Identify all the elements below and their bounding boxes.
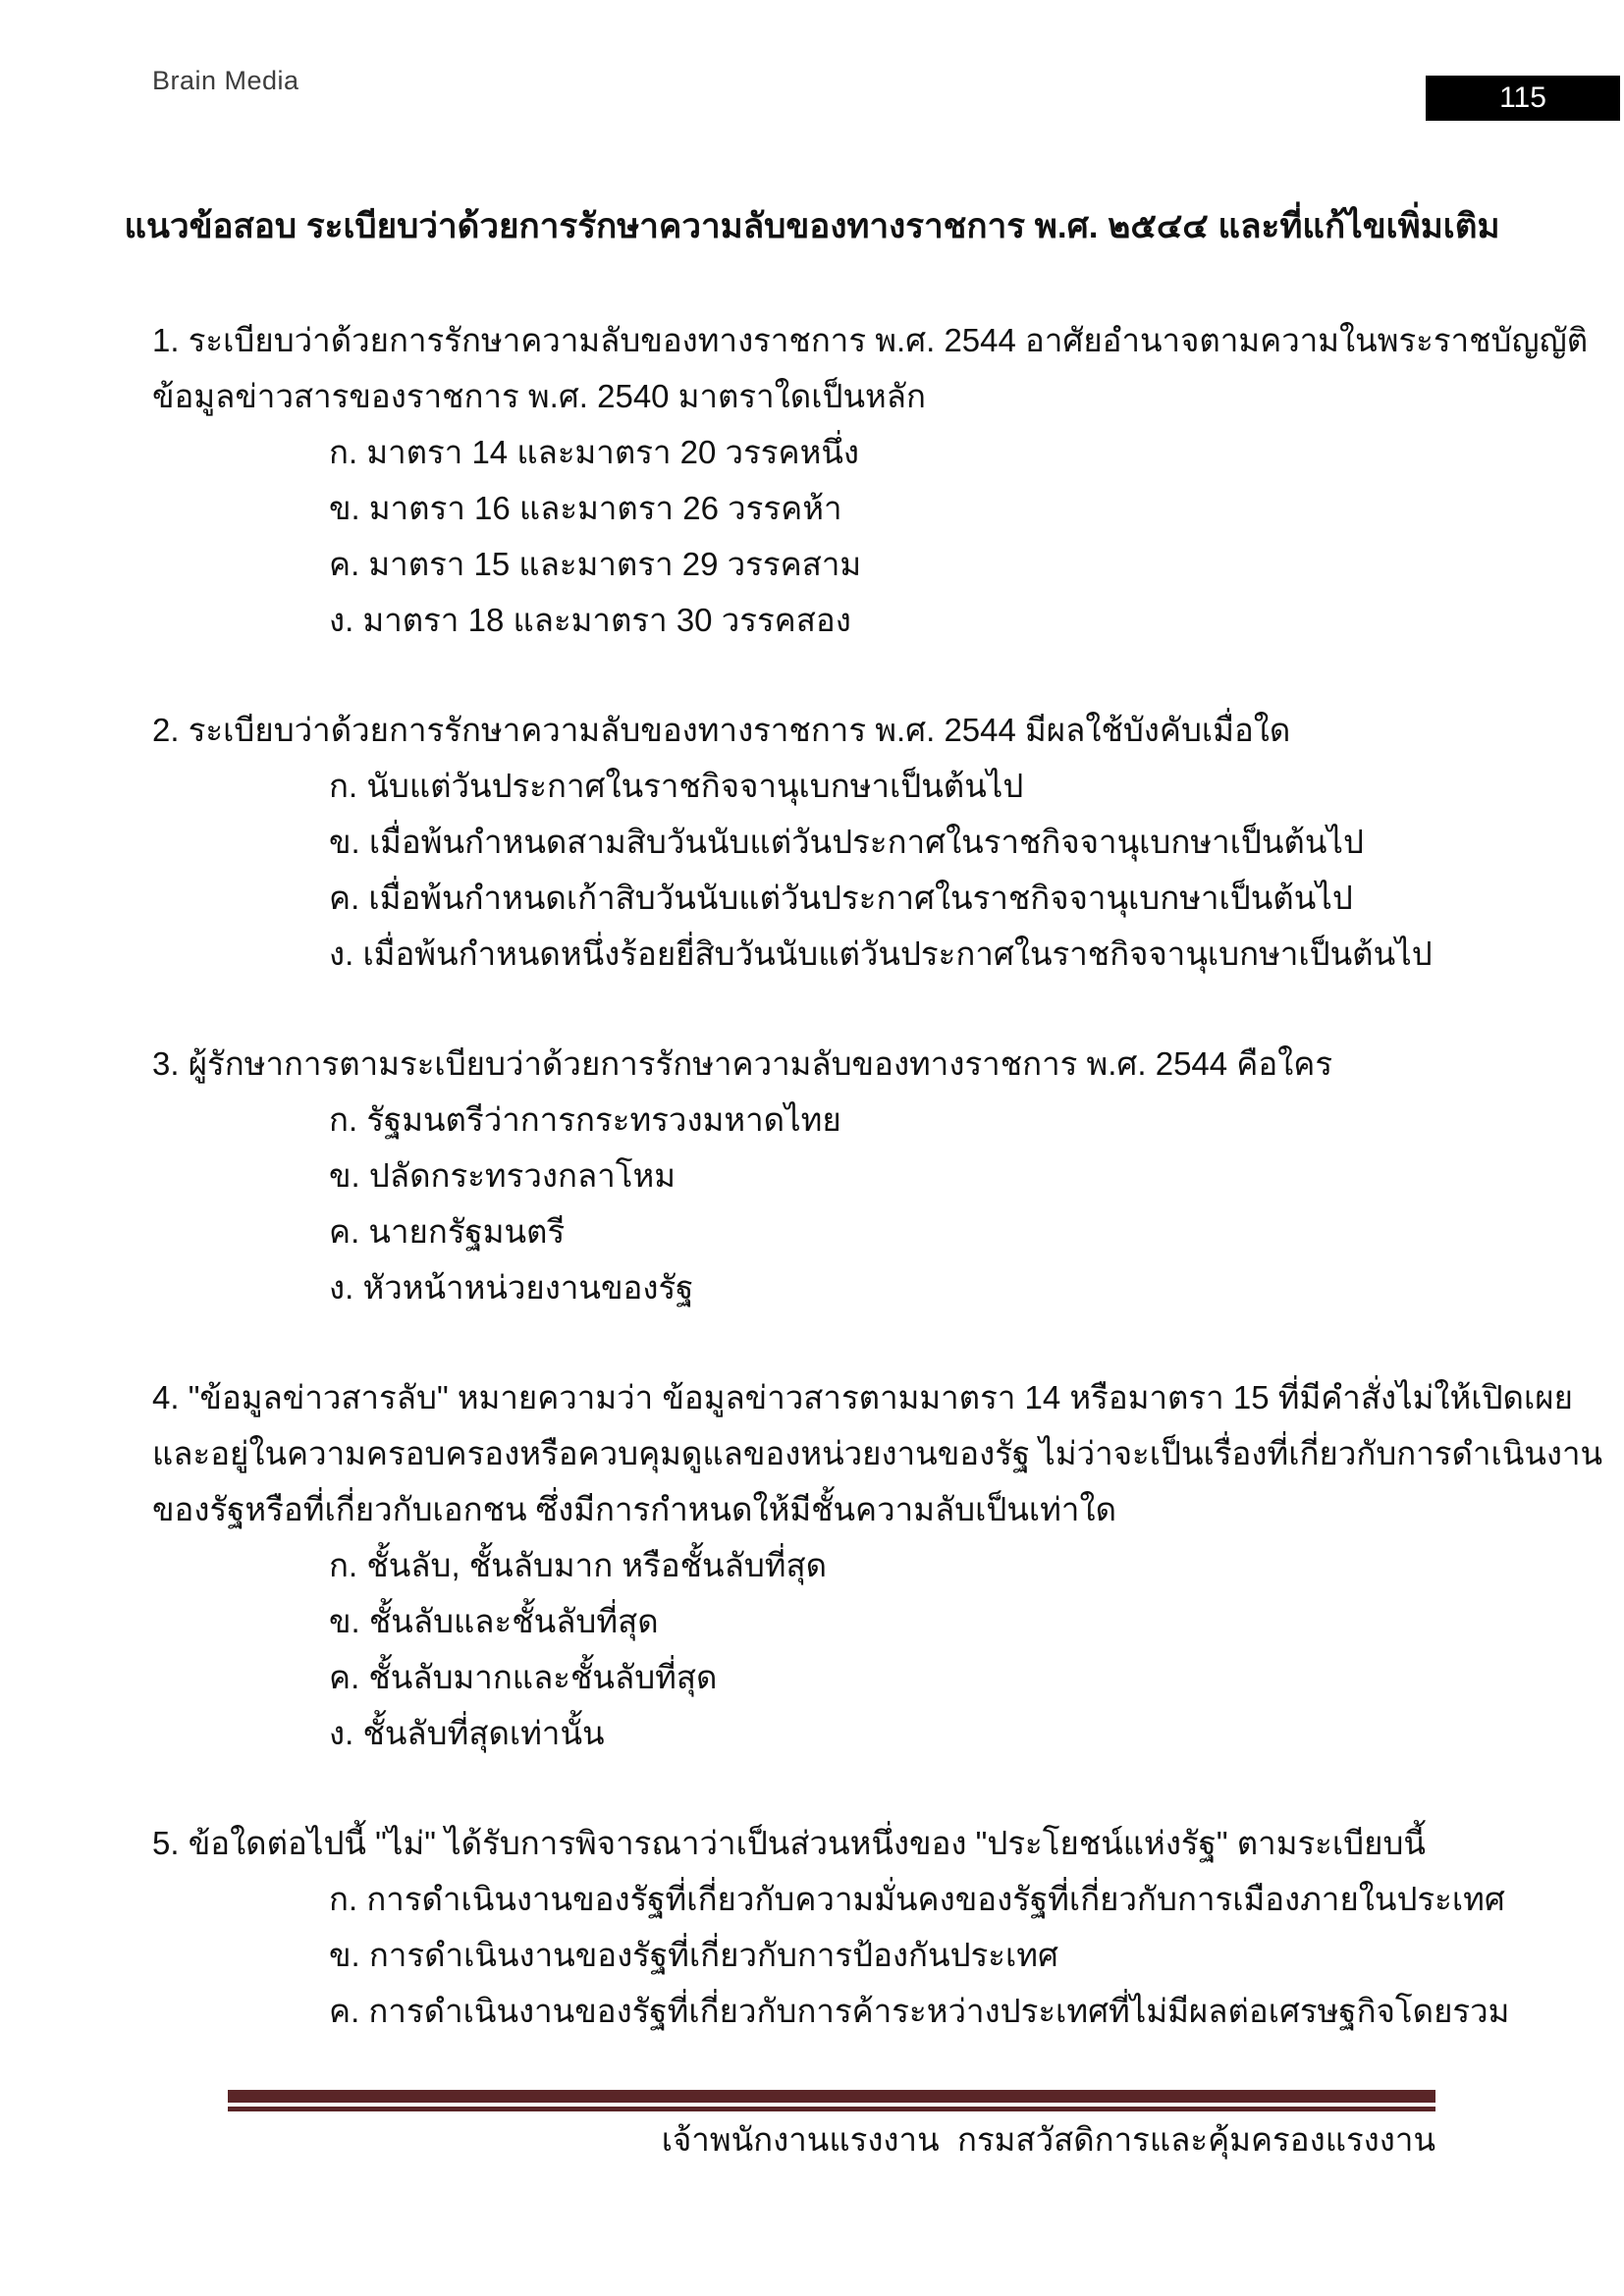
question-2 (152, 702, 1458, 982)
question-1 (152, 312, 1589, 648)
question-2-text-line-1: 2. ระเบียบว่าด้วยการรักษาความลับของทางราชการ พ.ศ. 2544 มีผลใช้บังคับเมื่อใด (152, 712, 1291, 748)
page-number: 115 (1499, 81, 1546, 114)
question-2-choice-a: ก. นับแต่วันประกาศในราชกิจจานุเบกษาเป็นต้นไป (329, 768, 1024, 804)
question-1-text-line-2: ข้อมูลข่าวสารของราชการ พ.ศ. 2540 มาตราใดเป็นหลัก (152, 378, 926, 414)
question-2-choice-c: ค. เมื่อพ้นกำหนดเก้าสิบวันนับแต่วันประกาศในราชกิจจานุเบกษาเป็นต้นไป (329, 880, 1353, 916)
question-5-choice-b: ข. การดำเนินงานของรัฐที่เกี่ยวกับการป้องกันประเทศ (329, 1937, 1058, 1973)
footer-divider-rule (228, 2090, 1435, 2111)
question-1-choice-b: ข. มาตรา 16 และมาตรา 26 วรรคห้า (329, 490, 842, 526)
question-4-choice-a: ก. ชั้นลับ, ชั้นลับมาก หรือชั้นลับที่สุด (329, 1547, 828, 1583)
question-4-text-line-1: 4. "ข้อมูลข่าวสารลับ" หมายความว่า ข้อมูลข่าวสารตามมาตรา 14 หรือมาตรา 15 ที่มีคำสั่งไม่ให้เปิดเผย (152, 1379, 1573, 1415)
question-5 (152, 1815, 1510, 2039)
question-5-choice-a: ก. การดำเนินงานของรัฐที่เกี่ยวกับความมั่นคงของรัฐที่เกี่ยวกับการเมืองภายในประเทศ (329, 1881, 1505, 1917)
question-3-choice-c: ค. นายกรัฐมนตรี (329, 1213, 566, 1250)
question-2-choice-b: ข. เมื่อพ้นกำหนดสามสิบวันนับแต่วันประกาศในราชกิจจานุเบกษาเป็นต้นไป (329, 824, 1364, 860)
question-1-choice-d: ง. มาตรา 18 และมาตรา 30 วรรคสอง (329, 602, 851, 638)
question-3 (152, 1036, 1458, 1315)
question-1-choice-c: ค. มาตรา 15 และมาตรา 29 วรรคสาม (329, 546, 862, 582)
question-3-text-line-1: 3. ผู้รักษาการตามระเบียบว่าด้วยการรักษาความลับของทางราชการ พ.ศ. 2544 คือใคร (152, 1045, 1333, 1082)
question-4-text-line-3: ของรัฐหรือที่เกี่ยวกับเอกชน ซึ่งมีการกำหนดให้มีชั้นความลับเป็นเท่าใด (152, 1491, 1117, 1527)
question-4-choice-d: ง. ชั้นลับที่สุดเท่านั้น (329, 1715, 605, 1751)
footer-rule-thin-line (228, 2107, 1435, 2111)
question-4-text-line-2: และอยู่ในความครอบครองหรือควบคุมดูแลของหน่วยงานของรัฐ ไม่ว่าจะเป็นเรื่องที่เกี่ยวกับการดำเนินงาน (152, 1435, 1603, 1471)
question-2-choice-d: ง. เมื่อพ้นกำหนดหนึ่งร้อยยี่สิบวันนับแต่วันประกาศในราชกิจจานุเบกษาเป็นต้นไป (329, 935, 1433, 972)
questions-list (152, 312, 1603, 2093)
page-number-badge (1426, 76, 1620, 121)
question-5-text-line-1: 5. ข้อใดต่อไปนี้ "ไม่" ได้รับการพิจารณาว่าเป็นส่วนหนึ่งของ "ประโยชน์แห่งรัฐ" ตามระเบียบนี้ (152, 1825, 1426, 1861)
question-4 (152, 1369, 1603, 1761)
question-1-text-line-1: 1. ระเบียบว่าด้วยการรักษาความลับของทางราชการ พ.ศ. 2544 อาศัยอำนาจตามความในพระราชบัญญัติ (152, 322, 1589, 358)
footer-text: เจ้าพนักงานแรงงาน กรมสวัสดิการและคุ้มครองแรงงาน (661, 2121, 1435, 2158)
question-5-choice-c: ค. การดำเนินงานของรัฐที่เกี่ยวกับการค้าระหว่างประเทศที่ไม่มีผลต่อเศรษฐกิจโดยรวม (329, 1993, 1510, 2029)
question-3-choice-b: ข. ปลัดกระทรวงกลาโหม (329, 1157, 677, 1194)
page-title: แนวข้อสอบ ระเบียบว่าด้วยการรักษาความลับของทางราชการ พ.ศ. ๒๕๔๔ และที่แก้ไขเพิ่มเติม (124, 207, 1500, 245)
brand-header: Brain Media (152, 66, 299, 95)
question-4-choice-c: ค. ชั้นลับมากและชั้นลับที่สุด (329, 1659, 718, 1695)
question-3-choice-a: ก. รัฐมนตรีว่าการกระทรวงมหาดไทย (329, 1101, 841, 1138)
question-1-choice-a: ก. มาตรา 14 และมาตรา 20 วรรคหนึ่ง (329, 434, 860, 470)
question-4-choice-b: ข. ชั้นลับและชั้นลับที่สุด (329, 1603, 659, 1639)
question-3-choice-d: ง. หัวหน้าหน่วยงานของรัฐ (329, 1269, 694, 1306)
footer-rule-thick-line (228, 2090, 1435, 2103)
